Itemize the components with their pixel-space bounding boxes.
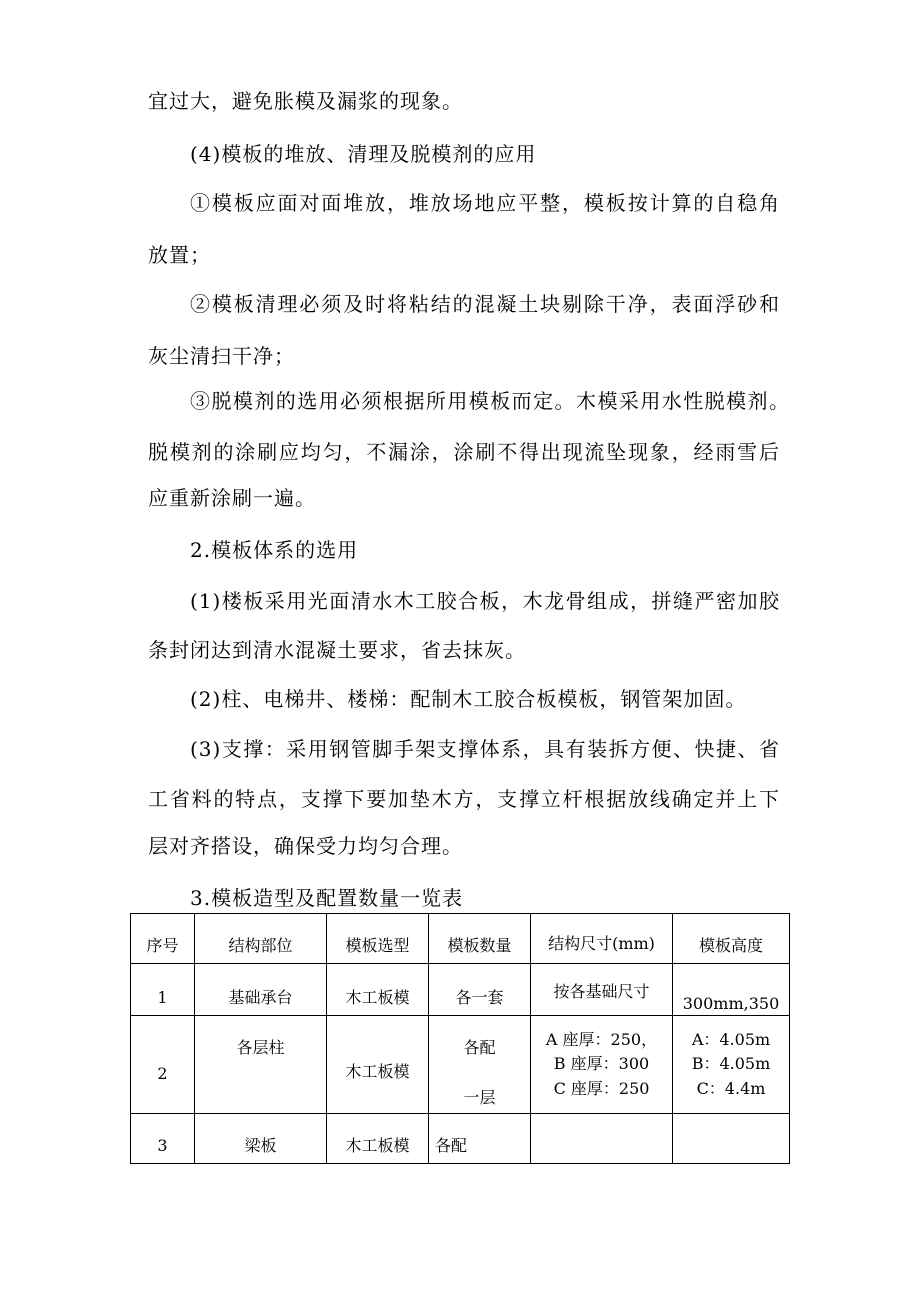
- table-row: [131, 1114, 790, 1164]
- paragraph-line: ①模板应面对面堆放，堆放场地应平整，模板按计算的自稳角: [190, 191, 780, 215]
- table-cell: 各一套: [429, 964, 531, 1016]
- table-cell: 按各基础尺寸: [531, 964, 673, 1016]
- paragraph-line: (2)柱、电梯井、楼梯：配制木工胶合板模板，钢管架加固。: [190, 687, 747, 711]
- table-header-row: [131, 914, 790, 964]
- paragraph-line: ②模板清理必须及时将粘结的混凝土块剔除干净，表面浮砂和: [190, 292, 780, 316]
- section-heading-2: 2.模板体系的选用: [190, 538, 359, 562]
- header-cell: 模板数量: [429, 914, 531, 964]
- paragraph-line: 脱模剂的涂刷应均匀，不漏涂，涂刷不得出现流坠现象，经雨雪后: [148, 440, 780, 464]
- section-heading-4: (4)模板的堆放、清理及脱模剂的应用: [190, 142, 537, 166]
- table-cell: A：4.05m B：4.05m C：4.4m: [673, 1016, 790, 1114]
- header-cell: 模板高度: [673, 914, 790, 964]
- header-cell: 序号: [131, 914, 195, 964]
- table-cell: 3: [131, 1114, 195, 1164]
- paragraph-line: 宜过大，避免胀模及漏浆的现象。: [148, 89, 463, 113]
- table-cell: 基础承台: [195, 964, 327, 1016]
- table-cell: 各配 一层: [429, 1016, 531, 1114]
- paragraph-line: (3)支撑：采用钢管脚手架支撑体系，具有装拆方便、快捷、省: [190, 737, 780, 761]
- table-row: [131, 1016, 790, 1114]
- header-cell: 模板选型: [327, 914, 429, 964]
- table-cell: 各配: [429, 1114, 531, 1164]
- paragraph-line: 条封闭达到清水混凝土要求，省去抹灰。: [148, 638, 526, 662]
- header-cell: 结构尺寸(mm): [531, 914, 673, 964]
- table-cell: 木工板模: [327, 1016, 429, 1114]
- table-cell: 各层柱: [195, 1016, 327, 1114]
- paragraph-line: 应重新涂刷一遍。: [148, 486, 316, 510]
- paragraph-line: 层对齐搭设，确保受力均匀合理。: [148, 834, 463, 858]
- table-cell: 木工板模: [327, 964, 429, 1016]
- table-row: [131, 964, 790, 1016]
- table-cell: A 座厚：250， B 座厚：300 C 座厚：250: [531, 1016, 673, 1114]
- table-cell: 2: [131, 1016, 195, 1114]
- formwork-table: [130, 913, 790, 1164]
- table-caption: 3.模板造型及配置数量一览表: [190, 886, 464, 910]
- table-cell: [531, 1114, 673, 1164]
- paragraph-line: (1)楼板采用光面清水木工胶合板，木龙骨组成，拼缝严密加胶: [190, 589, 780, 613]
- table-cell: 木工板模: [327, 1114, 429, 1164]
- paragraph-line: 灰尘清扫干净；: [148, 344, 295, 368]
- table-cell: [673, 1114, 790, 1164]
- table-cell: 1: [131, 964, 195, 1016]
- paragraph-line: 放置；: [148, 243, 211, 267]
- header-cell: 结构部位: [195, 914, 327, 964]
- paragraph-line: 工省料的特点，支撑下要加垫木方，支撑立杆根据放线确定并上下: [148, 787, 780, 811]
- table-cell: 梁板: [195, 1114, 327, 1164]
- paragraph-line: ③脱模剂的选用必须根据所用模板而定。木模采用水性脱模剂。: [190, 389, 790, 413]
- table-cell: 300mm,350: [673, 964, 790, 1016]
